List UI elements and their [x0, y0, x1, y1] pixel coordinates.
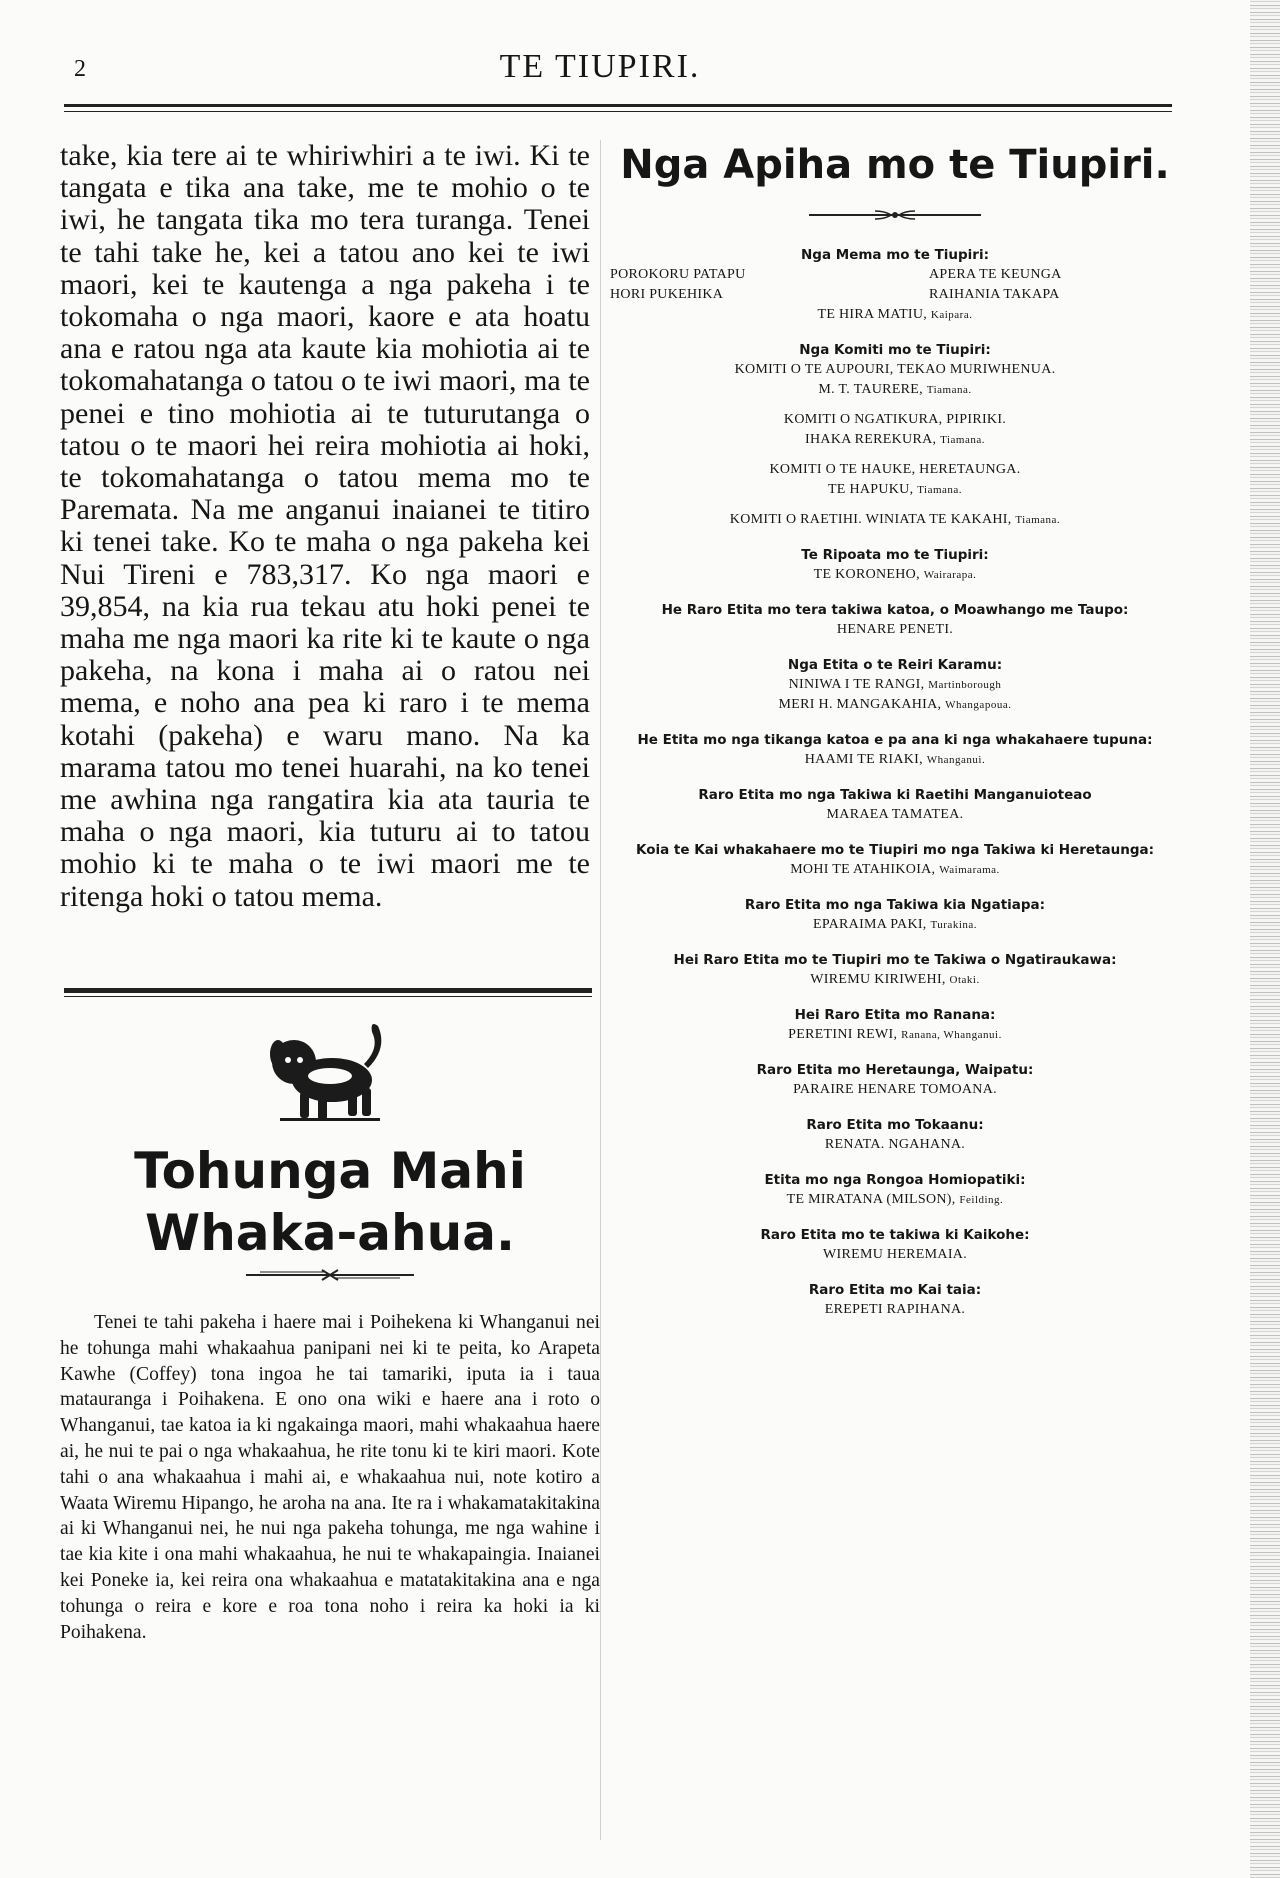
header-rule-thin [64, 111, 1172, 112]
section [606, 786, 1184, 825]
section [606, 1116, 1184, 1155]
article-body: Tenei te tahi pakeha i haere mai i Poihekena ki Whanganui nei he tohunga mahi whakaahua panipani nei ki te peita, ko Arapeta Kawhe (Coffey) tona ingoa he tai tamariki, iputa ia i taua matauranga i Poihakena. E ono ona wiki e haere ana i roto o Whanganui, tae katoa ia ki ngakainga maori, mahi whakaahua haere ai, he nui te pai o nga whakaahua, he rite tonu ki te kiri maori. Kote tahi o ana whakaahua i mahi ai, e whakaahua nui, note kotiro a Waata Wiremu Hipango, he aroha na ana. Ite ra i whakamatakitakina ai ki Whanganui nei, he nui nga pakeha tohunga, me nga wahine i tae kia kite i ona mahi whakaahua, he nui te whakapaingia. Inaianei kei Poneke ia, kei reira ona whakaahua e matatakitakina ana e nga tohunga o reira e kore e roa tona noho i reira ka hoki ia ki Poihakena. [60, 1312, 600, 1643]
article-divider [64, 988, 592, 993]
committee-line: KOMITI O TE HAUKE, HERETAUNGA. [769, 462, 1021, 477]
committee-chair: M. T. TAURERE, Tiamana. [818, 382, 972, 397]
section [606, 896, 1184, 935]
page-number: 2 [74, 56, 86, 82]
member-name: HORI PUKEHIKA [610, 287, 724, 302]
dog-illustration [260, 1018, 400, 1126]
column-divider [600, 140, 601, 1840]
article-divider-thin [64, 996, 592, 997]
left-paragraph: take, kia tere ai te whiriwhiri a te iwi. Ki te tangata e tika ana take, me te mohio o te iwi, he tangata tika mo tera turanga. Tenei te tahi take he, kei a tatou ano kei te iwi maori, kei te kautenga a nga pakeha i te tokomaha o nga maori, kaore e ata hoatu ana e ratou nga ata kaute kia mohiotia ai te tokomahatanga o tatou o te iwi maori, ma te penei e tino mohiotia ai te tuturutanga o tatou o te maori hei reira mohiotia ai hoki, te tokomahatanga o tatou mema mo te Paremata. Na me anganui inaianei te titiro ki tenei take. Ko te maha o nga pakeha kei Nui Tireni e 783,317. Ko nga maori e 39,854, na kia rua tekau atu hoki penei te maha me nga maori ka rite ki te kaute o nga pakeha, na kona i maha ai o ratou nei mema, e noho ana pea ki raro i te mema kotahi (pakeha) e waru mano. Na ka marama tatou mo tenei huarahi, na ko tenei me awhina nga rangatira kia ata tauria te maha o nga maori, kia tuturu ai to tatou mohio ki te maha o te iwi maori me te ritenga hoki o tatou mema. [60, 139, 590, 913]
member-name: APERA TE KEUNGA [929, 267, 1062, 282]
header-rule [64, 104, 1172, 107]
section [606, 731, 1184, 770]
ornament-divider [240, 1268, 420, 1282]
section [606, 1281, 1184, 1320]
section-name: TE KORONEHO, Wairarapa. [813, 567, 977, 582]
committee-section [606, 341, 1184, 530]
article-title: Tohunga Mahi Whaka-ahua. [134, 1142, 526, 1262]
officers-column [606, 140, 1184, 1336]
section [606, 656, 1184, 715]
section-name: PARAIRE HENARE TOMOANA. [793, 1082, 997, 1097]
section-heading: Nga Etita o te Reiri Karamu: [787, 657, 1003, 673]
running-title: TE TIUPIRI. [499, 48, 701, 85]
section-heading: Hei Raro Etita mo te Tiupiri mo te Takiwa o Ngatiraukawa: [673, 952, 1117, 968]
committee-line: KOMITI O TE AUPOURI, TEKAO MURIWHENUA. [734, 362, 1056, 377]
section [606, 1226, 1184, 1265]
page-edge-texture [1250, 0, 1280, 1878]
section [606, 841, 1184, 880]
section-heading: Nga Komiti mo te Tiupiri: [799, 342, 991, 358]
section-name: WIREMU KIRIWEHI, Otaki. [810, 972, 980, 987]
member-name-last: TE HIRA MATIU, Kaipara. [817, 307, 973, 322]
committee-line: KOMITI O RAETIHI. WINIATA TE KAKAHI, Tiamana. [729, 512, 1061, 527]
section-name: EPARAIMA PAKI, Turakina. [812, 917, 978, 932]
section-name: HAAMI TE RIAKI, Whanganui. [804, 752, 986, 767]
member-name: POROKORU PATAPU [610, 267, 746, 282]
section-heading: Raro Etita mo nga Takiwa ki Raetihi Manganuioteao [698, 787, 1092, 803]
section-heading: Raro Etita mo te takiwa ki Kaikohe: [760, 1227, 1030, 1243]
section-heading: Te Ripoata mo te Tiupiri: [801, 547, 989, 563]
section-name: EREPETI RAPIHANA. [824, 1302, 966, 1317]
members-list [606, 265, 1184, 305]
section [606, 951, 1184, 990]
section-name: MERI H. MANGAKAHIA, Whangapoua. [778, 697, 1012, 712]
committee-line: KOMITI O NGATIKURA, PIPIRIKI. [783, 412, 1007, 427]
section-name: WIREMU HEREMAIA. [822, 1247, 967, 1262]
section-heading: Raro Etita mo Tokaanu: [806, 1117, 984, 1133]
committee-chair: TE HAPUKU, Tiamana. [827, 482, 963, 497]
section-name: PERETINI REWI, Ranana, Whanganui. [788, 1027, 1002, 1042]
section-heading: Etita mo nga Rongoa Homiopatiki: [764, 1172, 1026, 1188]
section-heading: Raro Etita mo Kai taia: [808, 1282, 982, 1298]
section [606, 546, 1184, 585]
left-column-text [60, 140, 590, 913]
section-heading: Nga Mema mo te Tiupiri: [800, 247, 989, 263]
section-heading: Raro Etita mo nga Takiwa kia Ngatiapa: [744, 897, 1046, 913]
section-name: RENATA. NGAHANA. [824, 1137, 966, 1152]
section-heading: Koia te Kai whakahaere mo te Tiupiri mo nga Takiwa ki Heretaunga: [635, 842, 1154, 858]
section-name: NINIWA I TE RANGI, Martinborough [788, 677, 1002, 692]
member-name: RAIHANIA TAKAPA [929, 287, 1060, 302]
committee-chair: IHAKA REREKURA, Tiamana. [805, 432, 985, 447]
section-name: HENARE PENETI. [836, 622, 954, 637]
section-heading: He Etita mo nga tikanga katoa e pa ana ki nga whakahaere tupuna: [637, 732, 1153, 748]
section-name: MOHI TE ATAHIKOIA, Waimarama. [790, 862, 1000, 877]
section [606, 601, 1184, 640]
section [606, 1006, 1184, 1045]
section-name: MARAEA TAMATEA. [826, 807, 964, 822]
section-heading: He Raro Etita mo tera takiwa katoa, o Moawhango me Taupo: [661, 602, 1129, 618]
section [606, 1061, 1184, 1100]
members-section [606, 246, 1184, 325]
officers-title: Nga Apiha mo te Tiupiri. [620, 142, 1170, 188]
ornament-divider [805, 208, 985, 222]
section-heading: Hei Raro Etita mo Ranana: [794, 1007, 996, 1023]
section-name: TE MIRATANA (MILSON), Feilding. [786, 1192, 1004, 1207]
section-heading: Raro Etita mo Heretaunga, Waipatu: [756, 1062, 1034, 1078]
section [606, 1171, 1184, 1210]
